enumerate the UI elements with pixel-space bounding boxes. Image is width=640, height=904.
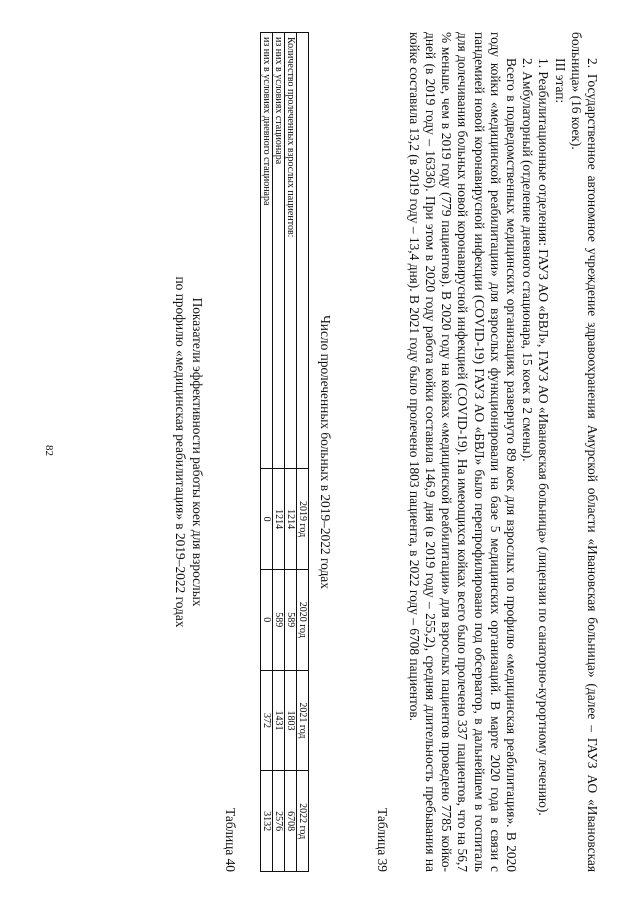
table-cell: 1214 bbox=[273, 469, 285, 570]
paragraph: III этап: bbox=[552, 58, 568, 104]
paragraph: 1. Реабилитационные отделения: ГАУЗ АО «БВЛ», ГАУЗ АО «Ивановская больница» (лицензии по санаторно-курортному лечению). bbox=[536, 58, 552, 816]
table-40-title-line: Показатели эффективности работы коек для взрослых bbox=[189, 297, 205, 607]
table-header-cell: 2020 год bbox=[297, 569, 309, 670]
paragraph: 2. Государственное автономное учреждение здравоохранения Амурской области «Ивановская больница» (далее – ГАУЗ АО «Ивановская больница» (16 коек). bbox=[568, 32, 600, 872]
table-header-row bbox=[297, 33, 309, 872]
table-cell: 1803 bbox=[285, 670, 297, 771]
table-39 bbox=[260, 32, 309, 872]
table-row-label: из них в условиях стационара bbox=[273, 33, 285, 469]
table-row-label: Количество пролеченных взрослых пациентов: bbox=[285, 33, 297, 469]
table-header-cell: 2021 год bbox=[297, 670, 309, 771]
table-cell: 372 bbox=[261, 670, 273, 771]
table-cell: 2576 bbox=[273, 771, 285, 872]
table-39-caption: Таблица 39 bbox=[374, 808, 390, 872]
table-40-title bbox=[172, 32, 206, 872]
paragraph: Всего в подведомственных медицинских организациях развернуто 89 коек для взрослых по профилю «медицинская реабилитация». В 2020 году койки «медицинской реабилитации» для взрослых функционировали на базе 5 медицинских организаций. В марте 2020 года в связи с пандемией новой коронавирусной инфекции (COVID-19) ГАУЗ АО «БВЛ» было перепрофилировано под обсерватор, в дальнейшем в госпиталь для долечивания больных новой коронавирусной инфекцией (COVID-19). На имеющихся койках всего было пролечено 337 пациентов, что на 56,7 % меньше, чем в 2019 году (779 пациентов). В 2020 году на койках «медицинской реабилитации» для взрослых пациентов проведено 7785 койко-дней (в 2019 году – 16336). При этом в 2020 году работа койки составила 146,9 дня (в 2019 году – 255,2), средняя длительность пребывания на койке составила 13,2 (в 2019 году – 13,4 дня). В 2021 году было пролечено 1803 пациента, в 2022 году – 6708 пациентов. bbox=[406, 32, 519, 872]
table-cell: 1431 bbox=[273, 670, 285, 771]
table-cell: 0 bbox=[261, 569, 273, 670]
paragraph: 2. Амбулаторный (отделение дневного стационара, 15 коек в 2 смены). bbox=[520, 58, 536, 462]
table-row bbox=[273, 33, 285, 872]
table-cell: 6708 bbox=[285, 771, 297, 872]
table-cell: 0 bbox=[261, 469, 273, 570]
table-row bbox=[261, 33, 273, 872]
table-40-title-line: по профилю «медицинская реабилитация» в 2019–2022 годах bbox=[172, 276, 188, 628]
table-header-cell: 2019 год bbox=[297, 469, 309, 570]
table-header-cell bbox=[297, 33, 309, 469]
table-row-label: из них в условиях дневного стационара bbox=[261, 33, 273, 469]
page-number: 82 bbox=[43, 445, 55, 456]
table-header-cell: 2022 год bbox=[297, 771, 309, 872]
table-cell: 3132 bbox=[261, 771, 273, 872]
table-39-title: Число пролеченных больных в 2019–2022 годах bbox=[318, 315, 334, 589]
table-row bbox=[285, 33, 297, 872]
table-cell: 1214 bbox=[285, 469, 297, 570]
table-cell: 589 bbox=[273, 569, 285, 670]
table-cell: 589 bbox=[285, 569, 297, 670]
rotated-page-content bbox=[40, 32, 600, 872]
table-40-caption: Таблица 40 bbox=[223, 808, 239, 872]
